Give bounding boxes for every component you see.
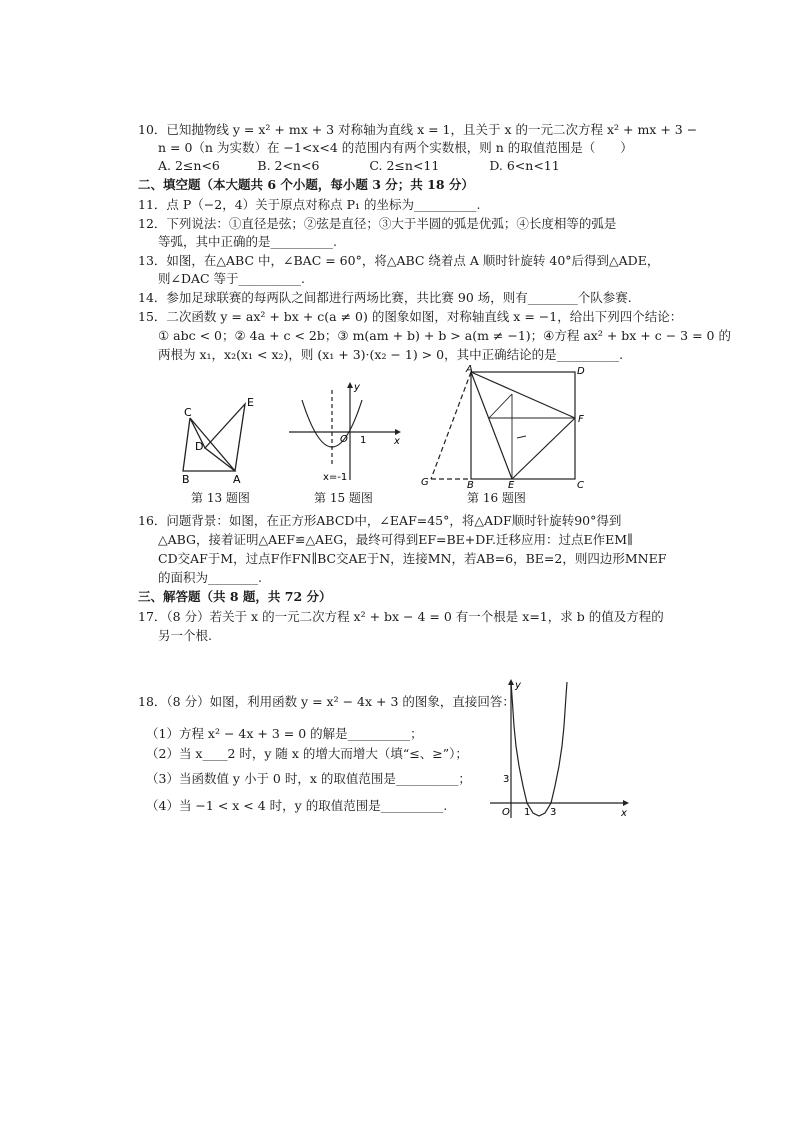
fig15-label-x: x xyxy=(394,436,400,447)
q14: 14．参加足球联赛的每两队之间都进行两场比赛，共比赛 90 场，则有________个队参赛. xyxy=(138,290,632,305)
q16-line3: CD交AF于M，过点F作FN∥BC交AE于N，连接MN，若AB=6，BE=2，则四边形MNEF xyxy=(158,551,667,566)
fig18-label-1: 1 xyxy=(524,807,531,818)
q17-line2: 另一个根. xyxy=(158,628,212,643)
figure-18-graph xyxy=(486,676,632,822)
fig16-label-g: G xyxy=(421,477,429,488)
fig18-label-3-x: 3 xyxy=(550,807,557,818)
fig16-segment-ef xyxy=(512,418,575,479)
fig18-x-arrow-icon xyxy=(623,800,629,806)
q15-line1: 15．二次函数 y = ax² + bx + c(a ≠ 0) 的图象如图，对称轴直线 x = −1，给出下列四个结论： xyxy=(138,309,683,324)
fig13-label-e: E xyxy=(247,396,254,409)
fig15-x-arrow-icon xyxy=(395,429,401,435)
q15-line3: 两根为 x₁，x₂(x₁ < x₂)，则 (x₁ + 3)·(x₂ − 1) > 0，其中正确结论的是__________. xyxy=(158,347,624,362)
q11: 11．点 P（−2，4）关于原点对称点 P₁ 的坐标为__________. xyxy=(138,197,481,212)
fig18-label-x: x xyxy=(621,808,627,819)
q18-part4: （4）当 −1 < x < 4 时，y 的取值范围是__________. xyxy=(146,798,448,813)
fig16-caption: 第 16 题图 xyxy=(467,491,526,505)
q16-line4: 的面积为________. xyxy=(158,570,262,585)
q18-part2: （2）当 x____2 时，y 随 x 的增大而增大（填“≤、≥”）； xyxy=(146,746,468,761)
fig13-label-c: C xyxy=(184,406,192,419)
fig18-y-arrow-icon xyxy=(508,679,514,685)
fig15-caption: 第 15 题图 xyxy=(314,491,373,505)
fig16-label-d: D xyxy=(577,366,585,377)
q13-line2: 则∠DAC 等于__________. xyxy=(158,271,306,286)
figure-13 xyxy=(178,392,258,484)
fig18-label-y: y xyxy=(515,680,521,691)
fig18-parabola xyxy=(511,682,567,816)
fig16-square xyxy=(471,372,575,479)
fig16-segment-mn xyxy=(489,394,512,418)
fig15-label-1: 1 xyxy=(360,435,367,446)
q10-line2: n = 0（n 为实数）在 −1<x<4 的范围内有两个实数根，则 n 的取值范围是（ ） xyxy=(158,140,633,155)
fig16-label-a: A xyxy=(466,364,473,375)
fig16-segment-ag xyxy=(431,372,471,479)
q10-options: A. 2≤n<6 B. 2<n<6 C. 2≤n<11 D. 6<n<11 xyxy=(158,158,560,173)
q10-line1: 10．已知抛物线 y = x² + mx + 3 对称轴为直线 x = 1，且关于 x 的一元二次方程 x² + mx + 3 − xyxy=(138,122,698,137)
fig15-label-o: O xyxy=(340,434,348,445)
q18-part1: （1）方程 x² − 4x + 3 = 0 的解是__________； xyxy=(146,726,423,741)
fig13-label-d: D xyxy=(195,440,204,453)
fig18-label-3-y: 3 xyxy=(503,774,510,785)
q12-line2: 等弧，其中正确的是__________. xyxy=(158,234,337,249)
q18-part3: （3）当函数值 y 小于 0 时，x 的取值范围是__________； xyxy=(146,771,471,786)
section2-heading: 二、填空题（本大题共 6 个小题，每小题 3 分；共 18 分） xyxy=(138,177,474,192)
fig15-label-y: y xyxy=(354,382,360,393)
fig15-label-axis: x=-1 xyxy=(323,472,348,483)
fig16-label-e: E xyxy=(508,480,515,488)
q16-line1: 16．问题背景：如图，在正方形ABCD中，∠EAF=45°，将△ADF顺时针旋转90°得到 xyxy=(138,513,622,528)
figure-15 xyxy=(287,380,402,484)
fig13-label-a: A xyxy=(233,473,241,484)
fig18-label-o: O xyxy=(502,807,510,818)
fig16-label-f: F xyxy=(578,414,584,425)
q13-line1: 13．如图，在△ABC 中，∠BAC = 60°，将△ABC 绕着点 A 顺时针旋转 40°后得到△ADE， xyxy=(138,253,660,268)
fig15-y-arrow-icon xyxy=(347,382,353,388)
section3-heading: 三、解答题（共 8 题，共 72 分） xyxy=(138,589,332,604)
q18-line1: 18．（8 分）如图，利用函数 y = x² − 4x + 3 的图象，直接回答： xyxy=(138,694,515,709)
q15-line2: ① abc < 0；② 4a + c < 2b；③ m(am + b) + b > a(m ≠ −1)；④方程 ax² + bx + c − 3 = 0 的 xyxy=(158,328,731,343)
fig16-label-c: C xyxy=(577,480,584,488)
q12-line1: 12．下列说法：①直径是弦；②弦是直径；③大于半圆的弧是优弧；④长度相等的弧是 xyxy=(138,216,617,231)
fig13-label-b: B xyxy=(182,473,190,484)
q17-line1: 17．（8 分）若关于 x 的一元二次方程 x² + bx − 4 = 0 有一个根是 x=1，求 b 的值及方程的 xyxy=(138,609,664,624)
fig13-caption: 第 13 题图 xyxy=(191,491,250,505)
figure-16 xyxy=(414,364,594,488)
fig13-triangle-ade xyxy=(205,404,245,471)
fig16-label-b: B xyxy=(467,480,474,488)
q16-line2: △ABG，接着证明△AEF≌△AEG，最终可得到EF=BE+DF.迁移应用：过点E作EM∥ xyxy=(158,532,633,547)
fig16-inner-mark xyxy=(517,436,526,438)
